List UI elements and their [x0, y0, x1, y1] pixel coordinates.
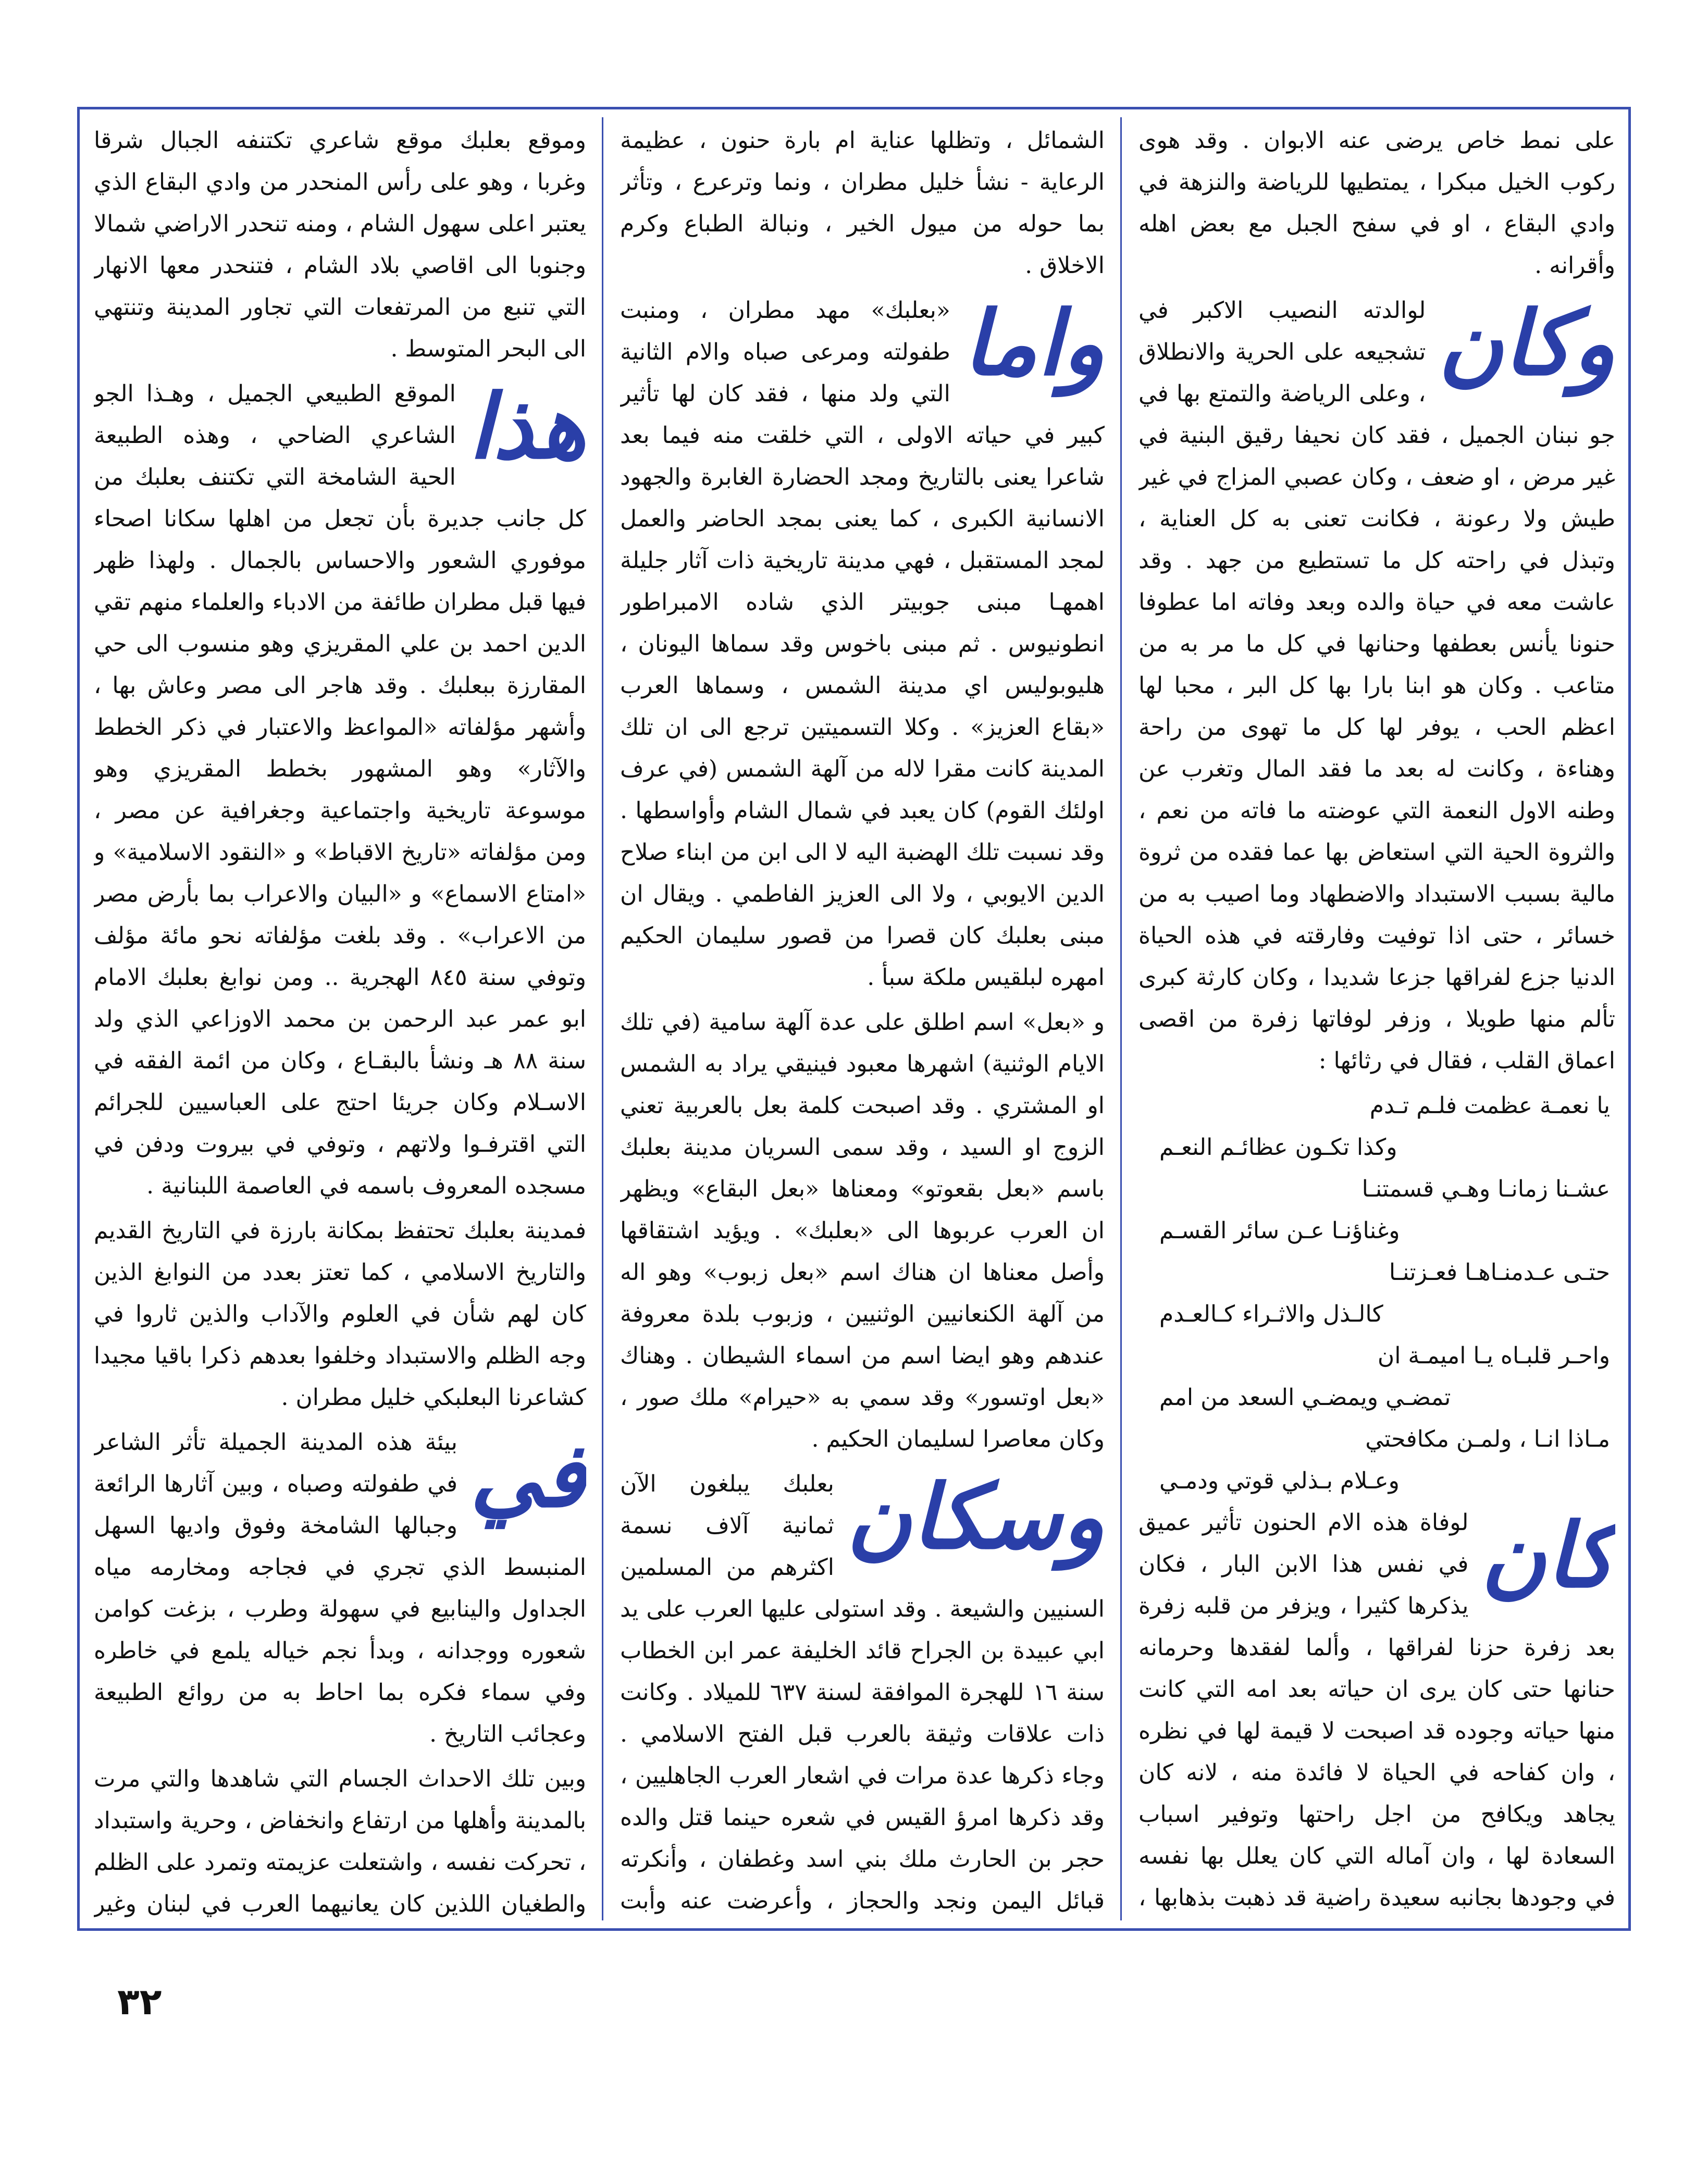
paragraph-text: بعلبك يبلغون الآن ثمانية آلاف نسمة اكثرهم من المسلمين السنيين والشيعة . وقد استولى عليها العرب على يد ابي عبيدة بن الجراح قائد الخليفة عمر ابن الخطاب سنة ١٦ للهجرة الموافقة لسنة ٦٣٧ للميلاد . وكانت ذات علاقات وثيقة بالعرب قبل الفتح الاسلامي . وجاء ذكرها عدة مرات في اشعار العرب الجاهليين ، وقد ذكرها امرؤ القيس في شعره حينما قتل والده حجر بن الحارث ملك بني اسد وغطفان ، وأنكرته قبائل اليمن ونجد والحجاز ، وأعرضت عنه وأبت	[620, 1471, 1105, 1914]
paragraph	[1138, 1502, 1615, 1918]
paragraph-text: الموقع الطبيعي الجميل ، وهـذا الجو الشاعري الضاحي ، وهذه الطبيعة الحية الشامخة التي تكتنف بعلبك من كل جانب جديرة بأن تجعل من اهلها سكانا اصحاء موفوري الشعور والاحساس بالجمال . ولهذا ظهر فيها قبل مطران طائفة من الادباء والعلماء منهم تقي الدين احمد بن علي المقريزي وهو منسوب الى حي المقارزة ببعلبك . وقد هاجر الى مصر وعاش بها ، وأشهر مؤلفاته «المواعظ والاعتبار في ذكر الخطط والآثار» وهو المشهور بخطط المقريزي وهو موسوعة تاريخية واجتماعية وجغرافية عن مصر ، ومن مؤلفاته «تاريخ الاقباط» و «النقود الاسلامية» و «امتاع الاسماع» و «البيان والاعراب بما بأرض مصر من الاعراب» . وقد بلغت مؤلفاته نحو مائة مؤلف وتوفي سنة ٨٤٥ الهجرية .. ومن نوابغ بعلبك الامام ابو عمر عبد الرحمن بن محمد الاوزاعي الذي ولد سنة ٨٨ هـ ونشأ بالبقـاع ، وكان من ائمة الفقه في الاسـلام وكان جريئا احتج على العباسيين للجرائم التي اقترفـوا ولاتهم ، وتوفي في بيروت ودفن في مسجده المعروف باسمه في العاصمة اللبنانية .	[94, 380, 586, 1199]
drop-cap: كان	[1481, 1504, 1615, 1608]
verse-line: عشـنا زمانـا وهـي قسمتنـا	[1362, 1176, 1610, 1202]
column-divider-left	[602, 117, 603, 1920]
verse-line: وكذا تكـون عظائـم النعـم	[1159, 1134, 1397, 1161]
verse-line: تمضـي ويمضـي السعد من امم	[1159, 1384, 1451, 1411]
column-divider-right	[1120, 117, 1122, 1920]
drop-cap: هذا	[468, 375, 586, 479]
paragraph: فمدينة بعلبك تحتفظ بمكانة بارزة في التاريخ القديم والتاريخ الاسلامي ، كما تعتز بعدد من النوابغ الذين كان لهم شأن في العلوم والآداب والذين ثاروا في وجه الظلم والاستبداد وخلفوا بعدهم ذكرا باقيا مجيدا كشاعرنا البعلبكي خليل مطران .	[94, 1217, 586, 1411]
paragraph: وبين تلك الاحداث الجسام التي شاهدها والتي مرت بالمدينة وأهلها من ارتفاع وانخفاض ، وحرية واستبداد ، تحركت نفسه ، واشتعلت عزيمته وتمرد على الظلم والطغيان اللذين كان يعانيهما العرب في لبنان وغير	[94, 1766, 586, 1917]
left-column	[94, 120, 586, 1918]
paragraph: على نمط خاص يرضى عنه الابوان . وقد هوى ركوب الخيل مبكرا ، يمتطيها للرياضة والنزهة في وادي البقاع ، او في سفح الجبل مع بعض اهله وأقرانه .	[1138, 127, 1615, 279]
middle-column	[620, 120, 1105, 1918]
verse-line: حتـى عـدمنـاهـا فعـزتنـا	[1389, 1259, 1610, 1286]
drop-cap: في	[470, 1423, 586, 1527]
paragraph	[620, 1463, 1105, 1918]
drop-cap: واما	[962, 291, 1105, 396]
verse-line: مـاذا انـا ، ولمـن مكافحتي	[1365, 1426, 1610, 1452]
page-number: ٣٢	[117, 1980, 162, 2023]
verse-line: كالـذل والاثـراء كـالعـدم	[1159, 1301, 1383, 1327]
paragraph: الشمائل ، وتظلها عناية ام بارة حنون ، عظيمة الرعاية - نشأ خليل مطران ، ونما وترعرع ، وتأثر بما حوله من ميول الخير ، ونبالة الطباع وكرم الاخلاق .	[620, 127, 1105, 279]
paragraph-text: «بعلبك» مهد مطران ، ومنبت طفولته ومرعى صباه والام الثانية التي ولد منها ، فقد كان لها تأثير كبير في حياته الاولى ، التي خلقت منه فيما بعد شاعرا يعنى بالتاريخ ومجد الحضارة الغابرة والجهود الانسانية الكبرى ، كما يعنى بمجد الحاضر والعمل لمجد المستقبل ، فهي مدينة تاريخية ذات آثار جليلة اهمهـا مبنى جوبيتر الذي شاده الامبراطور انطونيوس . ثم مبنى باخوس وقد سماها اليونان ، هليوبوليس اي مدينة الشمس ، وسماها العرب «بقاع العزيز» . وكلا التسميتين ترجع الى ان تلك المدينة كانت مقرا لاله من آلهة الشمس (في عرف اولئك القوم) كان يعبد في شمال الشام وأواسطها . وقد نسبت تلك الهضبة اليه لا الى ابن من ابناء صلاح الدين الايوبي ، ولا الى العزيز الفاطمي . ويقال ان مبنى بعلبك كان قصرا من قصور سليمان الحكيم امهره لبلقيس ملكة سبأ .	[620, 297, 1105, 991]
paragraph-text: لوالدته النصيب الاكبر في تشجيعه على الحرية والانطلاق ، وعلى الرياضة والتمتع بها في جو نبنان الجميل ، فقد كان نحيفا رقيق البنية في غير مرض ، او ضعف ، وكان عصبي المزاج في غير طيش ولا رعونة ، فكانت تعنى به كل العناية ، وتبذل في راحته كل ما تستطيع من جهد . وقد عاشت معه في حياة والده وبعد وفاته اما عطوفا حنونا يأنس بعطفها وحنانها في كل ما مر به من متاعب . وكان هو ابنا بارا بها كل البر ، محبا لها اعظم الحب ، يوفر لها كل ما تهوى من راحة وهناءة ، وكانت له بعد ما فقد المال وتغرب عن وطنه الاول النعمة التي عوضته ما فاته من نعم ، والثروة الحية التي استعاض بها عما فقده من ثروة مالية بسبب الاستبداد والاضطهاد وما اصيب به من خسائر ، حتى اذا توفيت وفارقته في هذه الحياة الدنيا جزع لفراقها جزعا شديدا ، وكان كارثة كبرى تألم منها طويلا ، وزفر لوفاتها زفرة من اقصى اعماق القلب ، فقال في رثائها :	[1138, 297, 1615, 1074]
verse-line: يا نعمـة عظمت فلـم تـدم	[1369, 1092, 1610, 1119]
paragraph	[94, 1422, 586, 1755]
right-column	[1138, 120, 1615, 1918]
paragraph	[1138, 290, 1615, 1082]
paragraph: و «بعل» اسم اطلق على عدة آلهة سامية (في تلك الايام الوثنية) اشهرها معبود فينيقي يراد به الشمس او المشتري . وقد اصبحت كلمة بعل بالعربية تعني الزوج او السيد ، وقد سمى السريان مدينة بعلبك باسم «بعل بقعوتو» ومعناها «بعل البقاع» ويظهر ان العرب عربوها الى «بعلبك» . ويؤيد اشتقاقها وأصل معناها ان هناك اسم «بعل زبوب» وهو اله من آلهة الكنعانيين الوثنيين ، وزبوب بلدة معروفة عندهم وهو ايضا اسم من اسماء الشيطان . وهناك «بعل اوتسور» وقد سمي به «حيرام» ملك صور ، وكان معاصرا لسليمان الحكيم .	[620, 1009, 1105, 1452]
paragraph-text: بيئة هذه المدينة الجميلة تأثر الشاعر في طفولته وصباه ، وبين آثارها الرائعة وجبالها الشامخة وفوق واديها السهل المنبسط الذي تجري في فجاجه ومخارمه مياه الجداول والينابيع في سهولة وطرب ، بزغت كوامن شعوره ووجدانه ، وبدأ نجم خياله يلمع في خاطره وفي سماء فكره بما احاط به من روائع الطبيعة وعجائب التاريخ .	[94, 1429, 586, 1747]
drop-cap: وكان	[1438, 291, 1615, 396]
verse-line: وعـلام بـذلي قوتي ودمـي	[1159, 1468, 1400, 1494]
drop-cap: وسكان	[846, 1465, 1105, 1569]
paragraph	[94, 373, 586, 1207]
verse-line: واحـر قلبـاه يـا اميمـة ان	[1377, 1342, 1610, 1369]
paragraph	[620, 290, 1105, 999]
paragraph: وموقع بعلبك موقع شاعري تكتنفه الجبال شرقا وغربا ، وهو على رأس المنحدر من وادي البقاع الذي يعتبر اعلى سهول الشام ، ومنه تنحدر الاراضي شمالا وجنوبا الى اقاصي بلاد الشام ، فتنحدر معها الانهار التي تنبع من المرتفعات التي تجاور المدينة وتنتهي الى البحر المتوسط .	[94, 127, 586, 362]
verse-line: وغناؤنـا عـن سائر القسـم	[1159, 1217, 1400, 1244]
poem	[1138, 1085, 1615, 1502]
paragraph-text: لوفاة هذه الام الحنون تأثير عميق في نفس هذا الابن البار ، فكان يذكرها كثيرا ، ويزفر من قلبه زفرة بعد زفرة حزنا لفراقها ، وألما لفقدها وحرمانه حنانها حتى كان يرى ان حياته بعد امه التي كانت منها حياته وجوده قد اصبحت لا قيمة لها في نظره ، وان كفاحه في الحياة لا فائدة منه ، لانه كان يجاهد ويكافح من اجل راحتها وتوفير اسباب السعادة لها ، وان آماله التي كان يعلل بها نفسه في وجودها بجانبه سعيدة راضية قد ذهبت بذهابها ،	[1138, 1509, 1615, 1911]
